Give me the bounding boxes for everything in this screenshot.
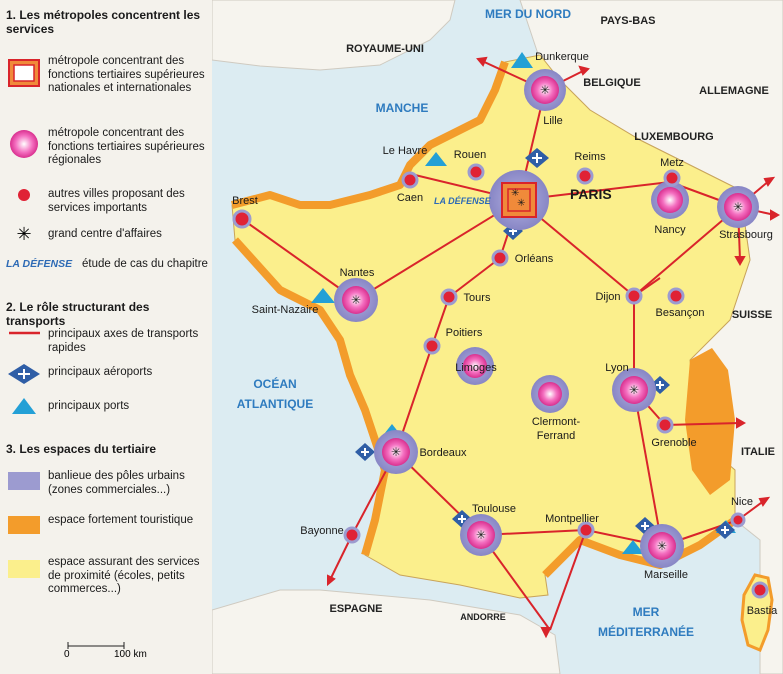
label-dijon: Dijon [595,291,621,303]
label-toulouse: Toulouse [471,503,517,515]
svg-text:✳: ✳ [628,383,640,397]
label-bordeaux: Bordeaux [419,447,467,459]
label-belgique: BELGIQUE [583,77,641,89]
national-metropole-symbol [6,58,42,88]
city-metz [665,171,679,185]
business-center-icon: ✳ [16,224,32,244]
metropole-bordeaux [374,430,418,474]
legend-tourism: espace fortement touristique [48,514,194,526]
label-strasbourg: Strasbourg [719,229,773,241]
label-nantes: Nantes [339,267,375,279]
label-limoges: Limoges [455,362,497,374]
label-grenoble: Grenoble [651,437,697,449]
transport-axis-symbol [6,325,42,355]
city-caen [403,173,417,187]
proximity-swatch [6,558,42,588]
svg-text:✳: ✳ [732,200,744,214]
label-allemagne: ALLEMAGNE [699,85,769,97]
svg-text:✳: ✳ [656,539,668,553]
city-nice [732,514,744,526]
svg-text:✳: ✳ [517,198,526,209]
city-grenoble [658,418,672,432]
label-montpellier: Montpellier [545,513,599,525]
city-brest [234,211,250,227]
metropole-paris [489,170,549,230]
label-suisse: SUISSE [731,309,773,321]
legend-section2-title: 2. Le rôle structurant des transports [6,300,150,328]
port-icon [6,394,42,424]
metropole-lille [524,69,566,111]
scale-label: 100 km [114,649,147,660]
label-rouen: Rouen [453,149,487,161]
sea-med2-label: MÉDITERRANÉE [597,625,695,639]
legend-business-center: grand centre d'affaires [48,228,162,240]
label-bayonne: Bayonne [300,525,344,537]
label-espagne: ESPAGNE [329,603,383,615]
legend-airports: principaux aéroports [48,366,153,378]
label-ladefense: LA DÉFENSE [434,196,491,206]
other-city-symbol [6,186,42,216]
sea-med1-label: MER [632,605,660,619]
label-metz: Metz [660,157,684,169]
suburb-swatch [6,470,42,500]
label-tours: Tours [463,292,491,304]
metropole-clermont [531,375,569,413]
label-orleans: Orléans [514,253,554,265]
metropole-strasbourg [717,186,759,228]
metropole-lyon [612,368,656,412]
label-reims: Reims [574,151,606,163]
label-clermont2: Ferrand [536,430,576,442]
city-tours [442,290,456,304]
label-pays-bas: PAYS-BAS [600,15,656,27]
label-le-havre: Le Havre [382,145,428,157]
label-italie: ITALIE [740,446,776,458]
city-montpellier [579,523,593,537]
city-rouen [469,165,483,179]
label-saint-nazaire: Saint-Nazaire [251,304,319,316]
scale-zero: 0 [64,649,70,660]
metropole-marseille [640,524,684,568]
city-bastia [753,583,767,597]
city-reims [578,169,592,183]
label-andorre: ANDORRE [460,612,506,622]
city-orleans [493,251,507,265]
label-nancy: Nancy [654,224,686,236]
svg-text:✳: ✳ [390,445,402,459]
tourism-swatch [6,514,42,544]
svg-text:✳: ✳ [350,293,362,307]
label-paris: PARIS [570,186,612,202]
city-dijon [627,289,641,303]
ladefense-tag: LA DÉFENSE [6,258,73,270]
label-poitiers: Poitiers [445,327,483,339]
metropole-toulouse [460,514,502,556]
label-bastia: Bastia [746,605,778,617]
sea-nord-label: MER DU NORD [485,7,571,21]
legend-proximity: espace assurant des services de proximité (écoles, petits commerces...) [48,556,200,595]
regional-metropole-symbol [6,128,42,158]
legend-national-metropole: métropole concentrant des fonctions tertiaires supérieures nationales et internationales [48,55,205,94]
airport-icon [6,362,42,392]
legend-ports: principaux ports [48,400,130,412]
label-lyon: Lyon [605,362,629,374]
label-clermont1: Clermont- [531,416,581,428]
legend-transport-axes: principaux axes de transports rapides [48,328,199,354]
sea-manche-label: MANCHE [375,101,429,115]
legend-section1-title: 1. Les métropoles concentrent les services [6,8,201,36]
label-lille: Lille [543,115,563,127]
city-poitiers [425,339,439,353]
legend-panel [0,0,213,674]
label-brest: Brest [232,195,258,207]
sea-ocean1-label: OCÉAN [253,377,297,391]
svg-text:✳: ✳ [539,83,551,97]
legend-suburbs: banlieue des pôles urbains (zones commerciales...) [48,470,185,496]
svg-text:✳: ✳ [511,188,520,199]
sea-ocean2-label: ATLANTIQUE [236,397,314,411]
ladefense-text: étude de cas du chapitre [82,258,208,270]
legend-other-cities: autres villes proposant des services importants [48,188,185,214]
label-nice: Nice [730,496,754,508]
label-dunkerque: Dunkerque [535,51,589,63]
legend-regional-metropole: métropole concentrant des fonctions tertiaires supérieures régionales [48,127,205,166]
metropole-nancy [651,181,689,219]
city-besancon [669,289,683,303]
label-caen: Caen [396,192,424,204]
metropole-nantes [334,278,378,322]
france-map [212,0,783,674]
label-luxembourg: LUXEMBOURG [634,131,714,143]
svg-text:✳: ✳ [475,528,487,542]
label-marseille: Marseille [643,569,689,581]
legend-section3-title: 3. Les espaces du tertiaire [6,442,157,456]
label-besancon: Besançon [655,307,705,319]
city-bayonne [345,528,359,542]
label-royaume-uni: ROYAUME-UNI [346,43,424,55]
